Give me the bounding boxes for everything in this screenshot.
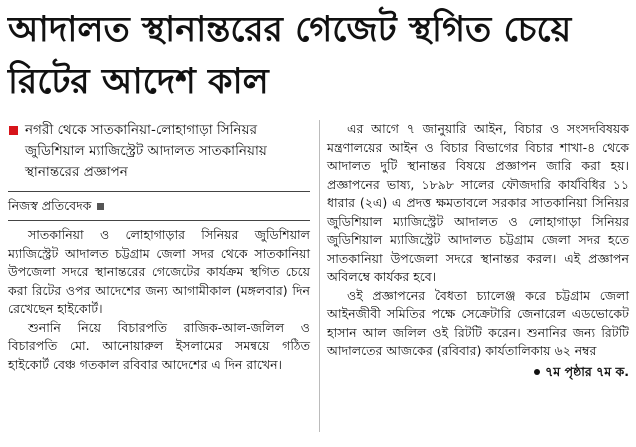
paragraph: শুনানি নিয়ে বিচারপতি রাজিক-আল-জলিল ও বিচারপতি মো. আনোয়ারুল ইসলামের সমন্বয়ে গঠিত হাইকোর্ট বেঞ্চ গতকাল রবিবার আদেশের এ দিন রাখেন। — [8, 319, 310, 372]
divider — [8, 191, 310, 192]
byline: নিজস্ব প্রতিবেদক — [8, 198, 92, 213]
red-square-bullet-icon — [9, 126, 18, 135]
column-divider — [319, 120, 320, 432]
subheadline: নগরী থেকে সাতকানিয়া-লোহাগাড়া সিনিয়র জুডিশিয়াল ম্যাজিস্ট্রেট আদালত সাতকানিয়ায় স্থানান্তরের প্রজ্ঞাপন — [25, 122, 267, 180]
dot-icon — [534, 369, 540, 375]
headline: আদালত স্থানান্তরের গেজেট স্থগিত চেয়ে রিটের আদেশ কাল — [8, 10, 572, 102]
paragraph: এর আগে ৭ জানুয়ারি আইন, বিচার ও সংসদবিষয়ক মন্ত্রণালয়ের আইন ও বিচার বিভাগের বিচার শাখা-৪ থেকে আদালত দুটি স্থানান্তর বিষয়ে প্রজ্ঞাপন জারি করা হয়। প্রজ্ঞাপনের ভাষ্য, ১৮৯৮ সালের ফৌজদারি কার্যবিধির ১১ ধারার (২এ) এ প্রদত্ত ক্ষমতাবলে সরকার সাতকানিয়া সিনিয়র জুডিশিয়াল ম্যাজিস্ট্রেট আদালত ও লোহাগাড়া সিনিয়র জুডিশিয়াল ম্যাজিস্ট্রেট আদালত চট্টগ্রাম জেলা সদর হতে সাতকানিয়া উপজেলা সদরে স্থানান্তর করল। এই প্রজ্ঞাপন অবিলম্বে কার্যকর হবে। — [327, 121, 629, 284]
paragraph: সাতকানিয়া ও লোহাগাড়ার সিনিয়র জুডিশিয়াল ম্যাজিস্ট্রেট আদালত চট্টগ্রাম জেলা সদর থেকে সাতকানিয়া উপজেলা সদরে স্থানান্তরের গেজেটের কার্যক্রম স্থগিত চেয়ে করা রিটের ওপর আদেশের জন্য আগামীকাল (মঙ্গলবার) দিন রেখেছেন হাইকোর্ট। — [8, 227, 310, 316]
paragraph: ওই প্রজ্ঞাপনের বৈধতা চ্যালেঞ্জ করে চট্টগ্রাম জেলা আইনজীবী সমিতির পক্ষে সেক্রেটারি জেনারেল এডভোকেট হাসান আল জলিল ওই রিটটি করেন। শুনানির জন্য রিটটি আদালতের আজকের (রবিবার) কার্যতালিকায় ৬২ নম্বর — [327, 287, 629, 358]
divider — [8, 220, 310, 221]
left-column — [8, 120, 310, 374]
continuation-text: ৭ম পৃষ্ঠার ৭ম ক. — [545, 363, 629, 379]
byline-block — [8, 197, 310, 215]
continuation-line — [327, 363, 629, 381]
square-icon — [97, 203, 104, 210]
right-column — [327, 120, 629, 381]
subheadline-block — [8, 120, 310, 183]
